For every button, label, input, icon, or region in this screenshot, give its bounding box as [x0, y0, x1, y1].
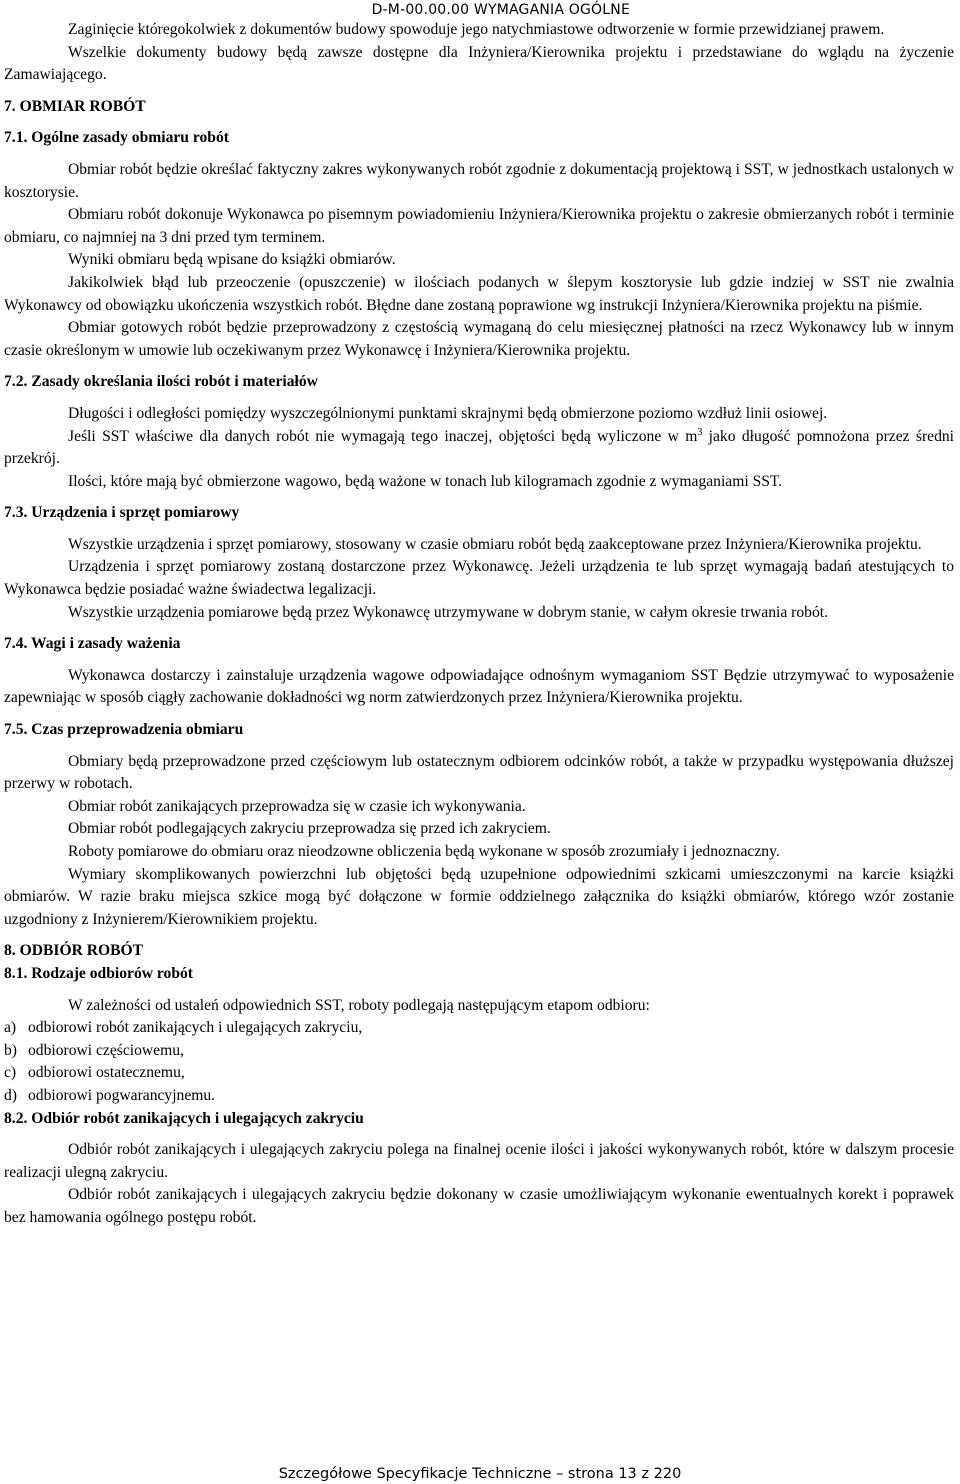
- section-heading-7: 7. OBMIAR ROBÓT: [4, 97, 146, 115]
- paragraph: Obmiaru robót dokonuje Wykonawca po pisemnym powiadomieniu Inżyniera/Kierownika projektu o zakresie obmierzanych robót i terminie obmiaru, co najmniej na 3 dni przed tym terminem.: [4, 206, 954, 246]
- section-heading-8-2: 8.2. Odbiór robót zanikających i ulegających zakryciu: [4, 1109, 364, 1127]
- section-heading-8: 8. ODBIÓR ROBÓT: [4, 942, 144, 960]
- paragraph: Jakikolwiek błąd lub przeoczenie (opuszczenie) w ilościach podanych w ślepym kosztorysie lub gdzie indziej w SST nie zwalnia Wykonawcy od obowiązku ukończenia wszystkich robót. Błędne dane zostaną poprawione wg instrukcji Inżyniera/Kierownika projektu na piśmie.: [4, 273, 954, 314]
- paragraph: Zaginięcie któregokolwiek z dokumentów budowy spowoduje jego natychmiastowe odtworzenie w formie przewidzianej prawem.: [68, 21, 885, 38]
- paragraph: Wszelkie dokumenty budowy będą zawsze dostępne dla Inżyniera/Kierownika projektu i przedstawiane do wglądu na życzenie Zamawiającego.: [4, 43, 954, 84]
- running-footer: Szczegółowe Specyfikacje Techniczne – strona 13 z 220: [278, 1466, 682, 1482]
- paragraph-text: jako długość pomnożona przez średni przekrój.: [4, 427, 955, 468]
- paragraph: Wszystkie urządzenia pomiarowe będą przez Wykonawcę utrzymywane w dobrym stanie, w całym okresie trwania robót.: [68, 603, 828, 621]
- paragraph: Obmiar robót zanikających przeprowadza się w czasie ich wykonywania.: [68, 797, 526, 815]
- paragraph: W zależności od ustaleń odpowiednich SST, roboty podlegają następującym etapom odbioru:: [68, 996, 650, 1014]
- section-heading-7-3: 7.3. Urządzenia i sprzęt pomiarowy: [4, 504, 240, 522]
- section-heading-7-5: 7.5. Czas przeprowadzenia obmiaru: [4, 721, 244, 739]
- paragraph: Ilości, które mają być obmierzone wagowo, będą ważone w tonach lub kilogramach zgodnie z wymaganiami SST.: [68, 472, 783, 490]
- paragraph: Wyniki obmiaru będą wpisane do książki obmiarów.: [68, 251, 396, 269]
- paragraph: Urządzenia i sprzęt pomiarowy zostaną dostarczone przez Wykonawcę. Jeżeli urządzenia te lub sprzęt wymagają badań atestujących to Wykonawca będzie posiadać ważne świadectwa legalizacji.: [4, 558, 954, 599]
- running-header: D-M-00.00.00 WYMAGANIA OGÓLNE: [371, 2, 630, 18]
- list-item-text: odbiorowi ostatecznemu,: [28, 1064, 185, 1082]
- section-heading-7-4: 7.4. Wagi i zasady ważenia: [4, 635, 181, 653]
- paragraph: Odbiór robót zanikających i ulegających zakryciu polega na finalnej ocenie ilości i jakości wykonywanych robót, które w dalszym procesie realizacji ulegną zakryciu.: [4, 1141, 954, 1181]
- paragraph: Wymiary skomplikowanych powierzchni lub objętości będą uzupełnione odpowiednimi szkicami umieszczonymi na karcie książki obmiarów. W razie braku miejsca szkice mogą być dołączone w formie oddzielnego załącznika do książki obmiarów, którego wzór zostanie uzgodniony z Inżynierem/Kierownikiem projektu.: [4, 865, 954, 928]
- section-heading-7-2: 7.2. Zasady określania ilości robót i materiałów: [4, 373, 318, 391]
- list-item-label: c): [4, 1064, 17, 1082]
- section-heading-8-1: 8.1. Rodzaje odbiorów robót: [4, 964, 193, 982]
- list-item-label: d): [4, 1086, 17, 1104]
- paragraph: Obmiary będą przeprowadzone przed częściowym lub ostatecznym odbiorem odcinków robót, a także w przypadku występowania dłuższej przerwy w robotach.: [4, 752, 954, 793]
- list-item: [4, 1085, 954, 1108]
- list-item-label: a): [4, 1019, 17, 1037]
- paragraph: Wszystkie urządzenia i sprzęt pomiarowy, stosowany w czasie obmiaru robót będą zaakceptowane przez Inżyniera/Kierownika projektu.: [68, 535, 922, 553]
- list-item: [4, 1062, 954, 1085]
- odbior-types-list: [4, 1017, 954, 1107]
- document-body: [4, 19, 954, 1230]
- section-heading-7-1: 7.1. Ogólne zasady obmiaru robót: [4, 129, 229, 147]
- superscript: 3: [697, 426, 703, 438]
- list-item-text: odbiorowi pogwarancyjnemu.: [28, 1086, 216, 1104]
- paragraph: Obmiar robót podlegających zakryciu przeprowadza się przed ich zakryciem.: [68, 820, 551, 838]
- paragraph: [4, 426, 954, 471]
- paragraph: Długości i odległości pomiędzy wyszczególnionymi punktami skrajnymi będą obmierzone poziomo wzdłuż linii osiowej.: [68, 404, 828, 422]
- paragraph: Obmiar robót będzie określać faktyczny zakres wykonywanych robót zgodnie z dokumentacją projektową i SST, w jednostkach ustalonych w kosztorysie.: [4, 160, 954, 201]
- paragraph-text: Jeśli SST właściwe dla danych robót nie wymagają tego inaczej, objętości będą wyliczone w m: [68, 427, 698, 445]
- paragraph: Obmiar gotowych robót będzie przeprowadzony z częstością wymaganą do celu miesięcznej płatności na rzecz Wykonawcy lub w innym czasie określonym w umowie lub oczekiwanym przez Wykonawcę i Inżyniera/Kierownika projektu.: [4, 319, 954, 359]
- list-item: [4, 1017, 954, 1040]
- list-item: [4, 1040, 954, 1063]
- paragraph: Wykonawca dostarczy i zainstaluje urządzenia wagowe odpowiadające odnośnym wymaganiom SST Będzie utrzymywać to wyposażenie zapewniając w sposób ciągły zachowanie dokładności wg norm zatwierdzonych przez Inżyniera/Kierownika projektu.: [4, 666, 954, 707]
- list-item-text: odbiorowi częściowemu,: [28, 1041, 184, 1059]
- list-item-label: b): [4, 1041, 17, 1059]
- paragraph: Roboty pomiarowe do obmiaru oraz nieodzowne obliczenia będą wykonane w sposób zrozumiały i jednoznaczny.: [68, 843, 780, 860]
- paragraph: Odbiór robót zanikających i ulegających zakryciu będzie dokonany w czasie umożliwiającym wykonanie ewentualnych korekt i poprawek bez hamowania ogólnego postępu robót.: [4, 1186, 954, 1226]
- list-item-text: odbiorowi robót zanikających i ulegających zakryciu,: [28, 1019, 363, 1037]
